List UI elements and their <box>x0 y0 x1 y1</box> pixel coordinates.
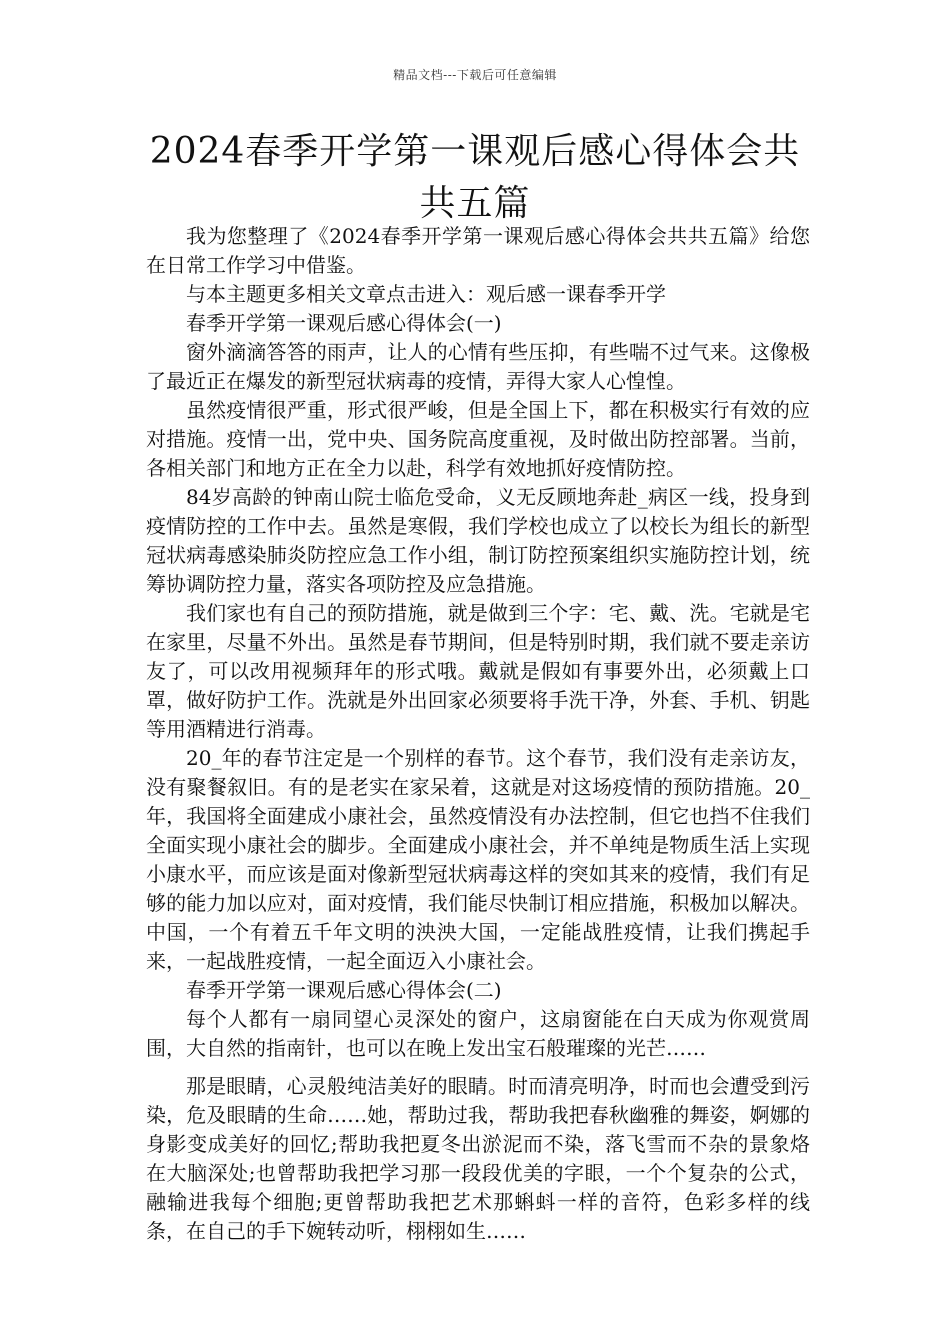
body-paragraph: 每个人都有一扇同望心灵深处的窗户，这扇窗能在白天成为你观赏周围，大自然的指南针，也可以在晚上发出宝石般璀璨的光芒…… <box>146 1007 810 1060</box>
body-paragraph: 84岁高龄的钟南山院士临危受命，义无反顾地奔赴_病区一线，投身到疫情防控的工作中去。虽然是寒假，我们学校也成立了以校长为组长的新型冠状病毒感染肺炎防控应急工作小组，制订防控预案组织实施防控计划，统筹协调防控力量，落实各项防控及应急措施。 <box>146 485 810 596</box>
document-body <box>146 222 810 1246</box>
related-articles-line: 与本主题更多相关文章点击进入：观后感一课春季开学 <box>186 282 666 306</box>
section-heading-2: 春季开学第一课观后感心得体会(二) <box>186 978 502 1002</box>
body-paragraph: 窗外滴滴答答的雨声，让人的心情有些压抑，有些喘不过气来。这像极了最近正在爆发的新型冠状病毒的疫情，弄得大家人心惶惶。 <box>146 340 810 393</box>
body-paragraph: 那是眼睛，心灵般纯洁美好的眼睛。时而清亮明净，时而也会遭受到污染，危及眼睛的生命……她，帮助过我，帮助我把春秋幽雅的舞姿，婀娜的身影变成美好的回忆;帮助我把夏冬出淤泥而不染，落飞雪而不杂的景象烙在大脑深处;也曾帮助我把学习那一段段优美的字眼，一个个复杂的公式，融输进我每个细胞;更曾帮助我把艺术那蝌蚪一样的音符，色彩多样的线条，在自己的手下婉转动听，栩栩如生…… <box>146 1074 810 1243</box>
header-note: 精品文档---下载后可任意编辑 <box>393 68 557 82</box>
intro-paragraph: 我为您整理了《2024春季开学第一课观后感心得体会共共五篇》给您在日常工作学习中借鉴。 <box>146 224 810 277</box>
body-paragraph: 我们家也有自己的预防措施，就是做到三个字：宅、戴、洗。宅就是宅在家里，尽量不外出。虽然是春节期间，但是特别时期，我们就不要走亲访友了，可以改用视频拜年的形式哦。戴就是假如有事要外出，必须戴上口罩，做好防护工作。洗就是外出回家必须要将手洗干净，外套、手机、钥匙等用酒精进行消毒。 <box>146 601 810 741</box>
document-title: 2024春季开学第一课观后感心得体会共共五篇 <box>149 131 801 224</box>
section-heading-1: 春季开学第一课观后感心得体会(一) <box>186 311 502 335</box>
body-paragraph: 20_年的春节注定是一个别样的春节。这个春节，我们没有走亲访友，没有聚餐叙旧。有的是老实在家呆着，这就是对这场疫情的预防措施。20_年，我国将全面建成小康社会，虽然疫情没有办法控制，但它也挡不住我们全面实现小康社会的脚步。全面建成小康社会，并不单纯是物质生活上实现小康水平，而应该是面对像新型冠状病毒这样的突如其来的疫情，我们有足够的能力加以应对，面对疫情，我们能尽快制订相应措施，积极加以解决。中国，一个有着五千年文明的泱泱大国，一定能战胜疫情，让我们携起手来，一起战胜疫情，一起全面迈入小康社会。 <box>146 746 810 973</box>
body-paragraph: 虽然疫情很严重，形式很严峻，但是全国上下，都在积极实行有效的应对措施。疫情一出，党中央、国务院高度重视，及时做出防控部署。当前，各相关部门和地方正在全力以赴，科学有效地抓好疫情防控。 <box>146 398 810 480</box>
